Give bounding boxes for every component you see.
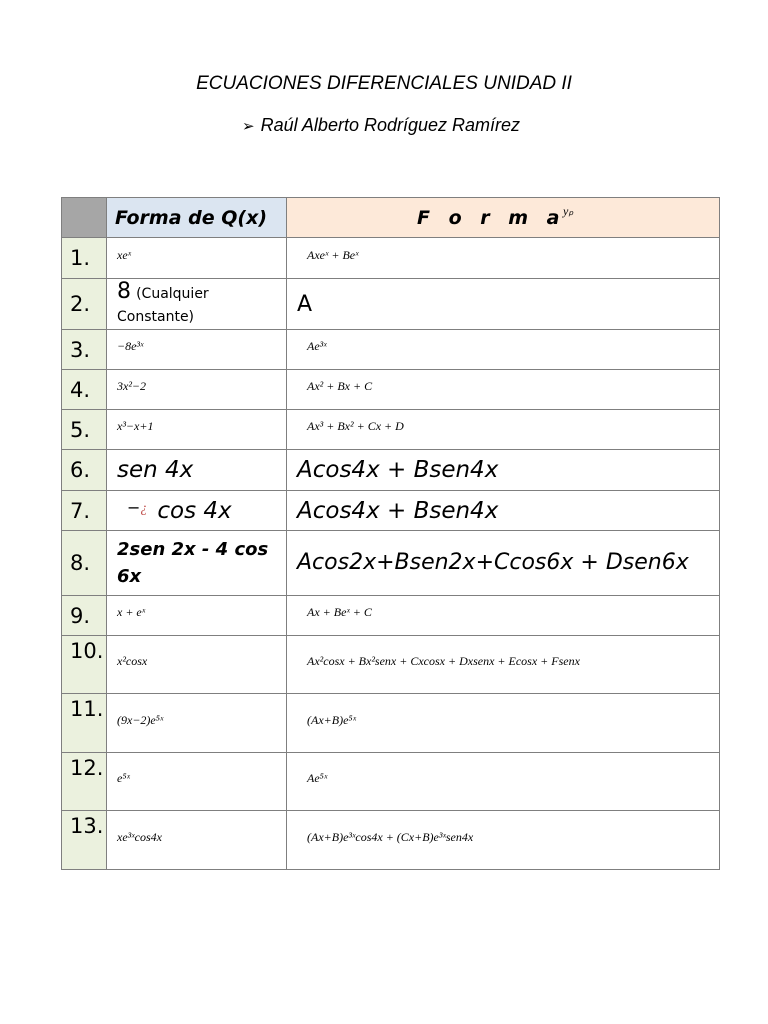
yp-expression: Ax²cosx + Bx²senx + Cxcosx + Dxsenx + Ecosx + Fsenx [307, 654, 580, 668]
document-title: ECUACIONES DIFERENCIALES UNIDAD II [196, 73, 572, 94]
yp-cell [287, 238, 720, 279]
row-number: 10. [62, 636, 107, 694]
yp-expression: A [297, 291, 313, 317]
header-forma-label: F o r m a [417, 207, 566, 229]
row-number: 4. [62, 370, 107, 410]
q-expression: sen 4x [117, 457, 194, 483]
yp-expression: Ax² + Bx + C [307, 379, 373, 393]
yp-cell [287, 410, 720, 450]
yp-expression: Axeˣ + Beˣ [307, 247, 359, 262]
author-name: Raúl Alberto Rodríguez Ramírez [260, 115, 521, 135]
q-unknown-mark: ¿ [140, 500, 148, 516]
q-expression: 2sen 2x - 4 cos 6x [117, 539, 269, 587]
yp-cell [287, 279, 720, 330]
q-cell [107, 330, 287, 370]
table-row [62, 330, 720, 370]
yp-expression: Ax³ + Bx² + Cx + D [307, 419, 404, 433]
table-row [62, 596, 720, 636]
q-cell [107, 596, 287, 636]
q-cell [107, 811, 287, 870]
row-number: 2. [62, 279, 107, 330]
q-cell [107, 636, 287, 694]
yp-cell [287, 370, 720, 410]
q-expression: e⁵ˣ [117, 771, 130, 785]
yp-cell [287, 753, 720, 811]
q-cell [107, 370, 287, 410]
q-expression: 3x²−2 [117, 379, 147, 393]
yp-cell [287, 694, 720, 753]
row-number: 7. [62, 491, 107, 531]
yp-expression: Ae⁵ˣ [307, 771, 328, 785]
yp-expression: Acos4x + Bsen4x [297, 497, 499, 524]
yp-expression: (Ax+B)e³ˣcos4x + (Cx+B)e³ˣsen4x [307, 829, 474, 844]
row-number: 3. [62, 330, 107, 370]
table-row [62, 450, 720, 491]
yp-expression: Acos4x + Bsen4x [297, 457, 499, 483]
row-number: 12. [62, 753, 107, 811]
q-cell [107, 491, 287, 531]
table-row [62, 753, 720, 811]
yp-cell [287, 531, 720, 596]
row-number: 6. [62, 450, 107, 491]
table-row [62, 491, 720, 531]
q-expression: (9x−2)e⁵ˣ [117, 712, 164, 727]
yp-expression: Acos2x+Bsen2x+Ccos6x + Dsen6x [297, 550, 689, 575]
corner-cell [62, 198, 107, 238]
q-cell [107, 694, 287, 753]
table-row [62, 694, 720, 753]
table-row [62, 410, 720, 450]
yp-cell [287, 330, 720, 370]
row-number: 11. [62, 694, 107, 753]
header-yp-symbol: yₚ [563, 204, 574, 218]
q-expression: x³−x+1 [117, 419, 154, 433]
q-expression: xe³ˣcos4x [117, 829, 162, 844]
yp-cell [287, 491, 720, 531]
header-forma-yp [287, 198, 720, 238]
q-expression: x + eˣ [117, 605, 146, 619]
row-number: 13. [62, 811, 107, 870]
table-row [62, 370, 720, 410]
yp-expression: Ae³ˣ [307, 339, 327, 353]
yp-expression: Ax + Beˣ + C [307, 605, 372, 619]
author-line [242, 115, 520, 136]
table-row [62, 531, 720, 596]
row-number: 8. [62, 531, 107, 596]
yp-cell [287, 636, 720, 694]
table-row [62, 636, 720, 694]
table-header-row [62, 198, 720, 238]
q-note-2: Constante) [117, 308, 195, 325]
q-cell [107, 450, 287, 491]
q-minus-sign: − [127, 497, 141, 517]
arrow-bullet-icon: ➢ [242, 118, 255, 135]
q-expression: x²cosx [117, 654, 148, 668]
table-row [62, 279, 720, 330]
q-expression: cos 4x [157, 497, 232, 524]
yp-expression: (Ax+B)e⁵ˣ [307, 712, 356, 727]
row-number: 1. [62, 238, 107, 279]
q-cell [107, 531, 287, 596]
row-number: 9. [62, 596, 107, 636]
row-number: 5. [62, 410, 107, 450]
table-row [62, 238, 720, 279]
q-constant: 8 [117, 278, 131, 304]
forms-table [61, 197, 720, 870]
q-cell [107, 279, 287, 330]
yp-cell [287, 450, 720, 491]
yp-cell [287, 596, 720, 636]
q-expression: xeˣ [117, 247, 132, 262]
header-forma-q: Forma de Q(x) [107, 198, 287, 238]
q-note: (Cualquier [136, 285, 209, 302]
q-expression: −8e³ˣ [117, 339, 144, 353]
q-cell [107, 238, 287, 279]
q-cell [107, 410, 287, 450]
q-cell [107, 753, 287, 811]
table-row [62, 811, 720, 870]
yp-cell [287, 811, 720, 870]
